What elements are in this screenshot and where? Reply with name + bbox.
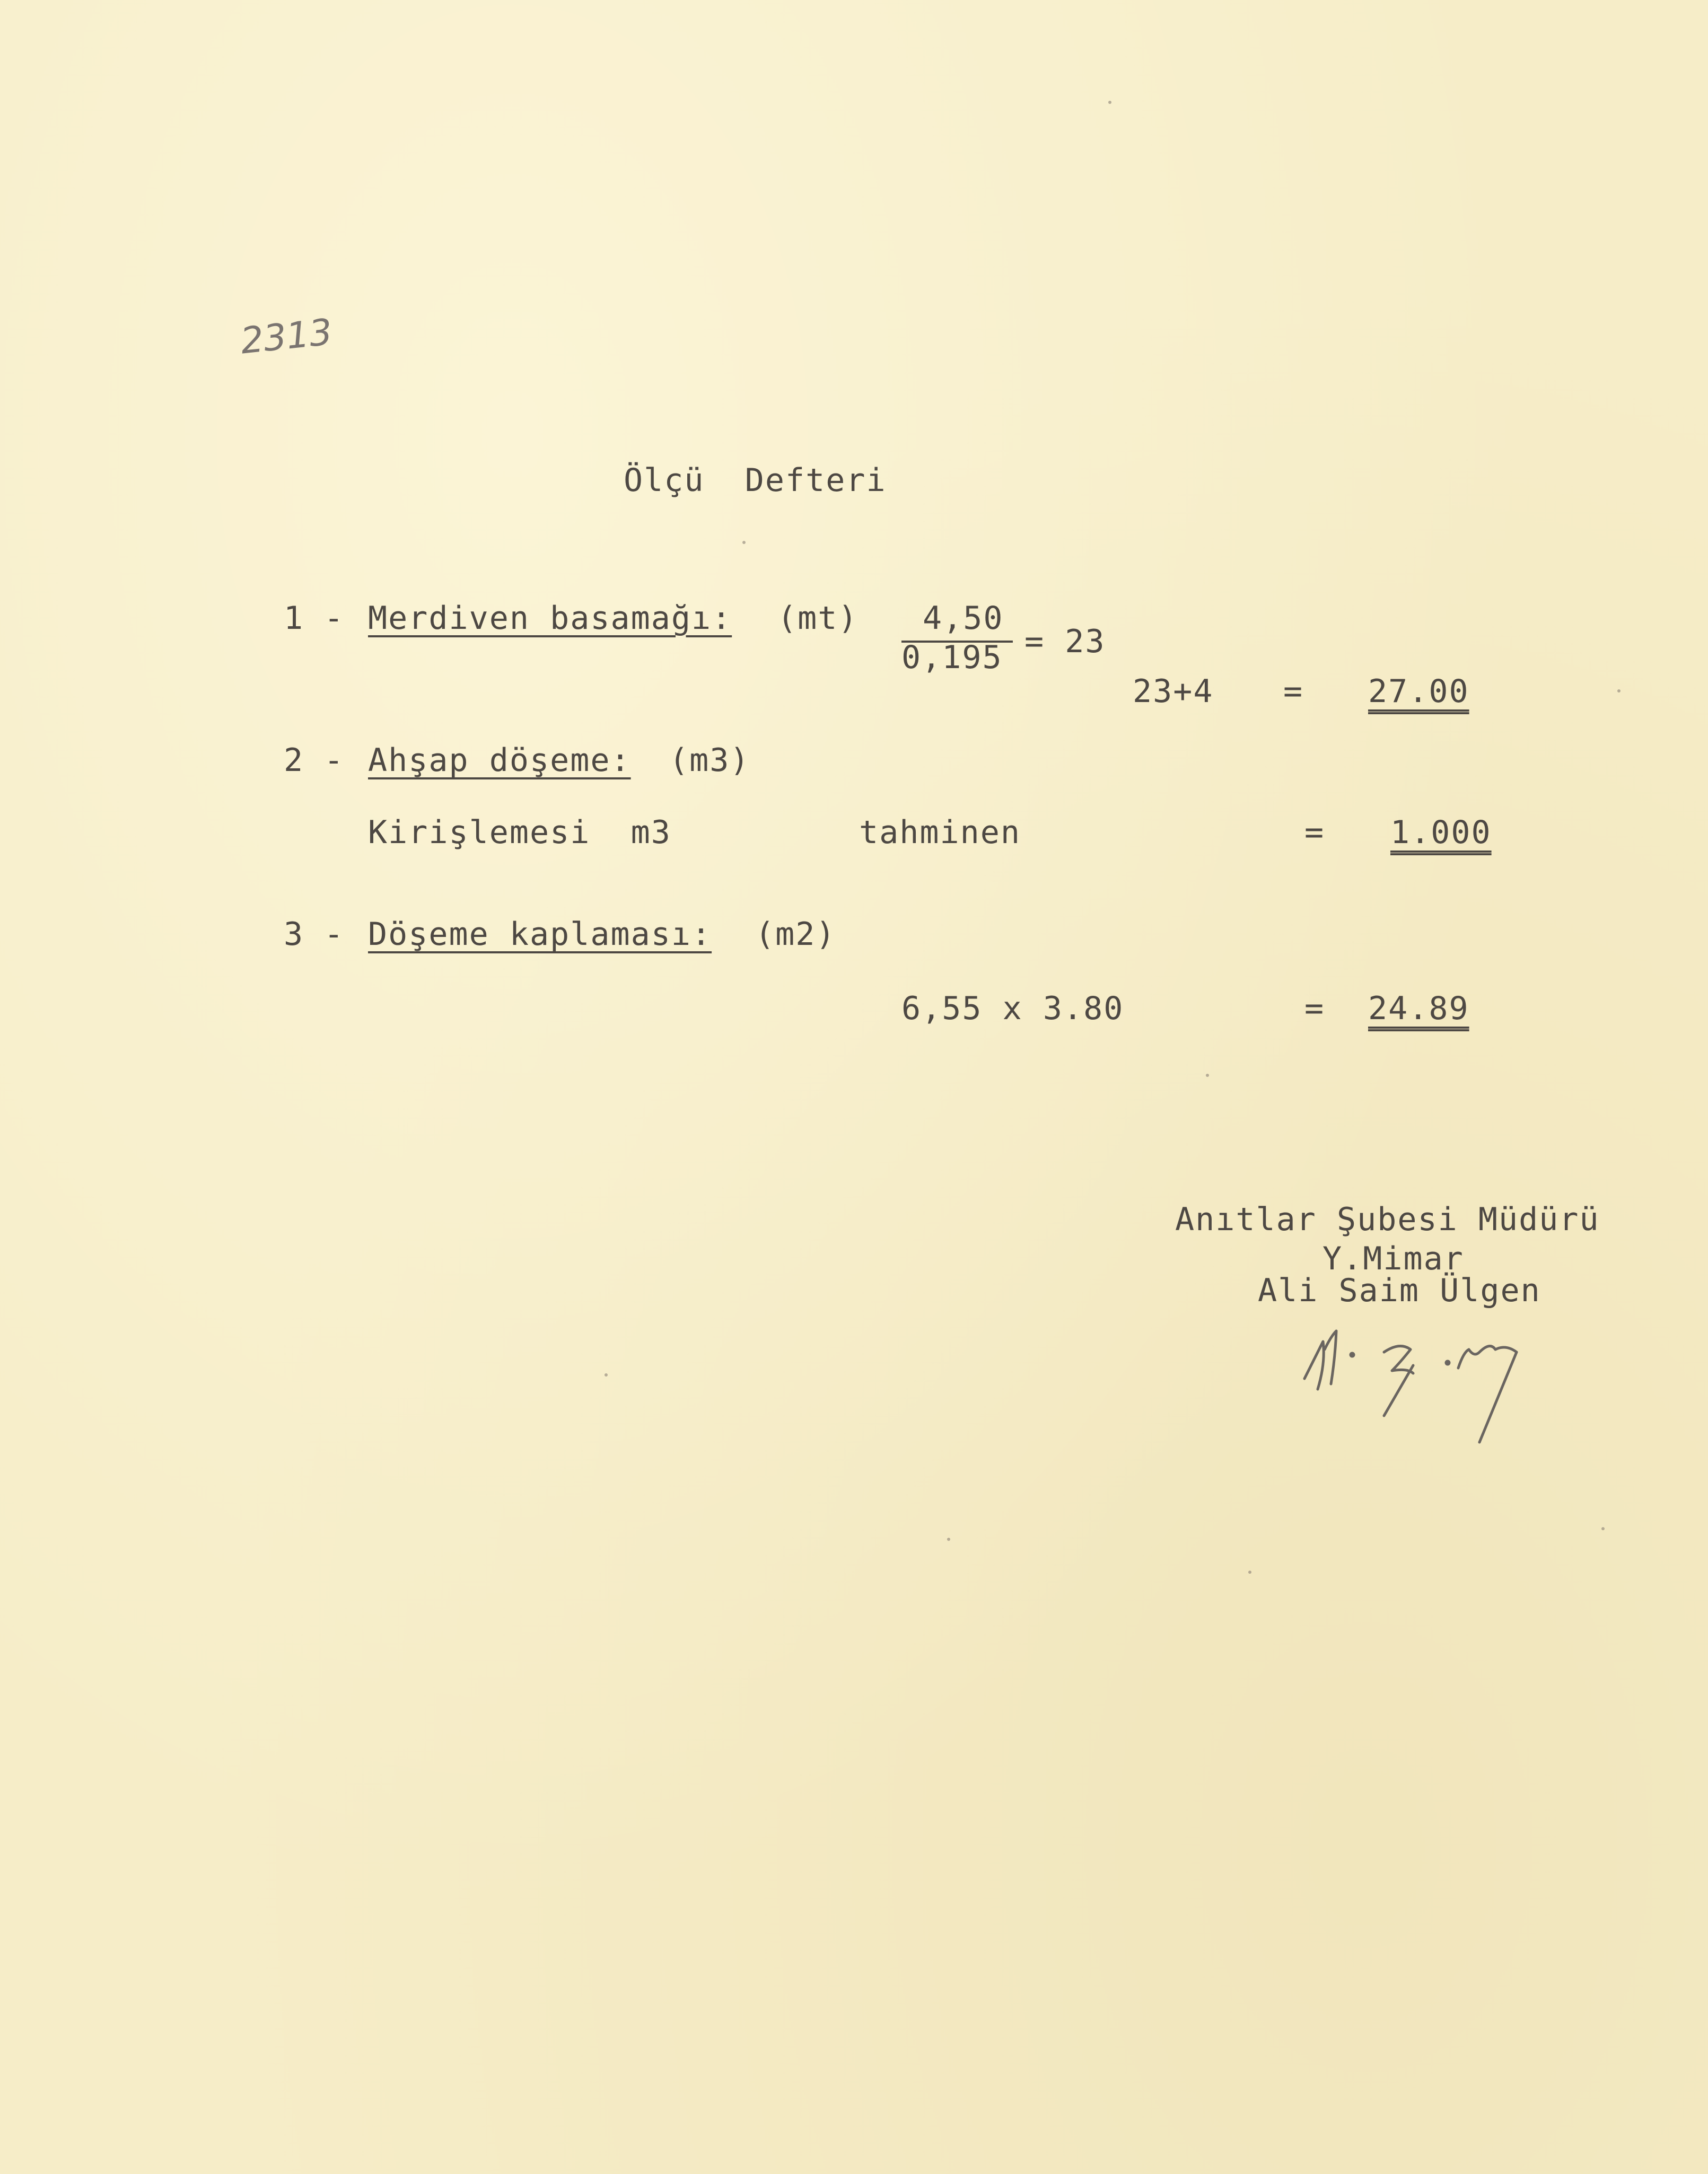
paper-speck <box>947 1538 950 1541</box>
item-1-division-result: = 23 <box>1024 623 1106 660</box>
item-2-unit: (m3) <box>669 742 750 779</box>
item-2-note: tahminen <box>859 814 1021 851</box>
item-3-number: 3 - <box>284 916 345 953</box>
item-2-label: Ahşap döşeme: <box>368 742 631 779</box>
item-2-number: 2 - <box>284 742 345 779</box>
item-3-unit: (m2) <box>755 916 836 953</box>
paper-speck <box>1601 1527 1605 1530</box>
handwritten-signature <box>1294 1320 1570 1458</box>
paper-speck <box>605 1373 608 1377</box>
item-1-label: Merdiven basamağı: <box>368 600 732 637</box>
page-title: Ölçü Defteri <box>624 462 887 499</box>
signature-title: Y.Mimar <box>1322 1240 1464 1277</box>
item-3-calculation: 6,55 x 3.80 <box>901 990 1124 1027</box>
item-3-total: 24.89 <box>1368 990 1469 1027</box>
item-2-sub-label: Kirişlemesi m3 <box>368 814 671 851</box>
paper-speck <box>1617 689 1621 692</box>
paper-speck <box>1206 1074 1209 1077</box>
item-1-number: 1 - <box>284 600 345 637</box>
item-1-unit: (mt) <box>777 600 859 637</box>
paper-speck <box>1248 1571 1251 1574</box>
item-1-sum-expression: 23+4 <box>1133 673 1214 710</box>
item-2-equals: = <box>1304 814 1325 851</box>
item-1-total: 27.00 <box>1368 673 1469 710</box>
signature-name: Ali Saim Ülgen <box>1258 1272 1541 1309</box>
paper-speck <box>1108 101 1111 104</box>
item-2-total: 1.000 <box>1390 814 1492 851</box>
item-3-equals: = <box>1304 990 1325 1027</box>
item-1-numerator: 4,50 <box>923 600 1004 637</box>
paper-speck <box>742 541 746 544</box>
signature-office: Anıtlar Şubesi Müdürü <box>1175 1201 1600 1238</box>
item-1-equals: = <box>1283 673 1304 710</box>
archive-number-handwritten: 2313 <box>239 311 335 363</box>
item-1-denominator: 0,195 <box>901 639 1003 676</box>
item-3-label: Döşeme kaplaması: <box>368 916 712 953</box>
